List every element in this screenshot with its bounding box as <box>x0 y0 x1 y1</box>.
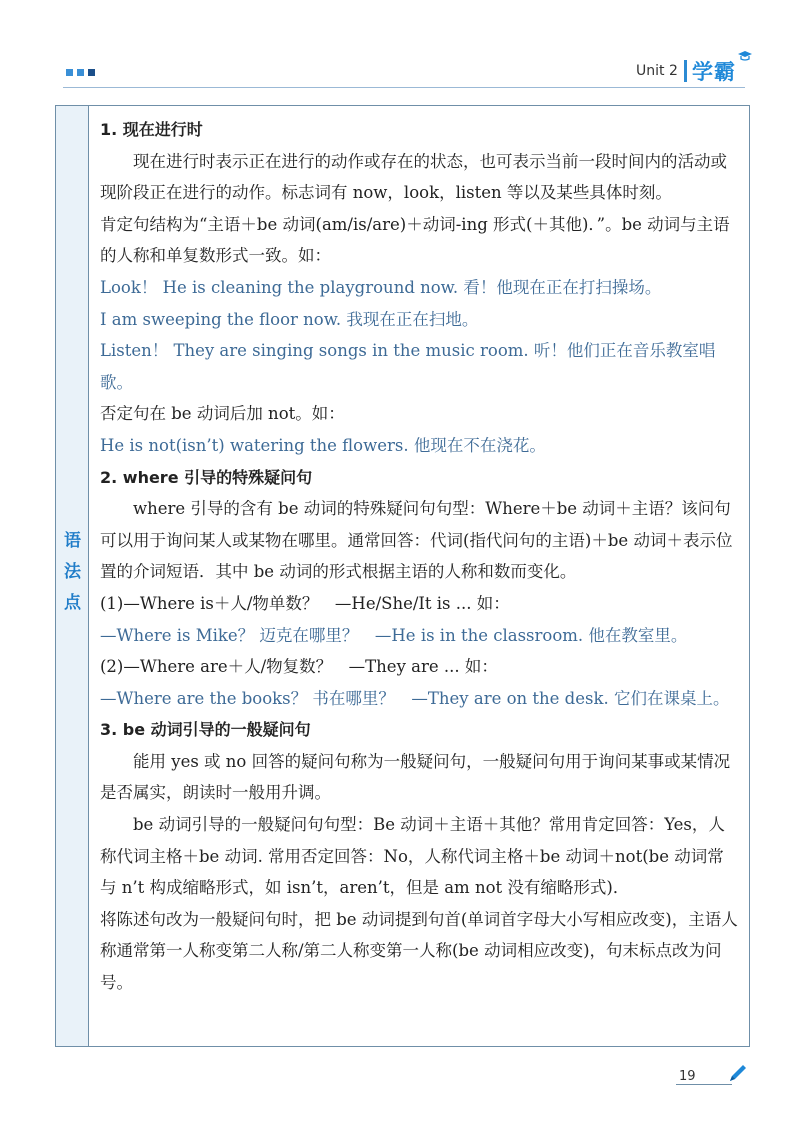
graduation-cap-icon <box>737 50 753 62</box>
section-heading: 1. 现在进行时 <box>100 120 203 139</box>
unit-label: Unit 2 <box>636 63 678 79</box>
paragraph: where 引导的含有 be 动词的特殊疑问句句型：Where＋be 动词＋主语？该问句可以用于询问某人或某物在哪里。通常回答：代词(指代问句的主语)＋be 动词＋表示位置的介词短语．其中 be 动词的形式根据主语的人称和数而变化。 <box>100 499 733 582</box>
example-sentence: Look！ He is cleaning the playground now. 看！他现在正在打扫操场。 <box>100 277 662 297</box>
footer-rule <box>676 1084 732 1085</box>
paragraph: 否定句在 be 动词后加 not。如： <box>100 404 345 424</box>
paragraph: 肯定句结构为“主语＋be 动词(am/is/are)＋动词-ing 形式(＋其他)．”。be 动词与主语的人称和单复数形式一致。如： <box>100 214 730 266</box>
paragraph: 将陈述句改为一般疑问句时，把 be 动词提到句首(单词首字母大小写相应改变)，主语人称通常第一人称变第二人称/第二人称变第一人称(be 动词相应改变)，句末标点改为问号。 <box>100 909 738 993</box>
brand-divider <box>684 60 687 82</box>
sidebar-label: 语法点 <box>64 531 81 613</box>
example-sentence: I am sweeping the floor now. 我现在正在扫地。 <box>100 309 479 329</box>
paragraph: 现在进行时表示正在进行的动作或存在的状态，也可表示当前一段时间内的活动或现阶段正在进行的动作。标志词有 now，look，listen 等以及某些具体时刻。 <box>100 151 727 203</box>
section-heading: 2. where 引导的特殊疑问句 <box>100 467 313 487</box>
example-sentence: He is not(isn’t) watering the flowers. 他现在不在浇花。 <box>100 435 546 455</box>
brand-logo: 学霸 <box>692 60 736 84</box>
page-header <box>0 0 800 95</box>
header-squares-decoration <box>66 69 95 76</box>
paragraph: be 动词引导的一般疑问句句型：Be 动词＋主语＋其他？常用肯定回答：Yes，人称代词主格＋be 动词. 常用否定回答：No，人称代词主格＋be 动词＋not(be 动词常与 n’t 构成缩略形式，如 isn’t，aren’t，但是 am not 没有缩略形式)． <box>100 815 725 898</box>
grammar-sidebar <box>56 106 89 1046</box>
example-sentence: —Where are the books？ 书在哪里？ —They are on the desk. 它们在课桌上。 <box>100 688 730 708</box>
grammar-box <box>55 105 750 1047</box>
header-rule <box>63 87 745 88</box>
paragraph: (1)—Where is＋人/物单数？ —He/She/It is ... 如： <box>100 593 510 613</box>
pen-icon <box>727 1062 749 1084</box>
example-sentence: Listen！ They are singing songs in the music room. 听！他们正在音乐教室唱歌。 <box>100 341 716 392</box>
paragraph: (2)—Where are＋人/物复数？ —They are ... 如： <box>100 657 498 677</box>
section-heading: 3. be 动词引导的一般疑问句 <box>100 720 311 740</box>
paragraph: 能用 yes 或 no 回答的疑问句称为一般疑问句，一般疑问句用于询问某事或某情况是否属实，朗读时一般用升调。 <box>100 751 731 803</box>
example-sentence: —Where is Mike？ 迈克在哪里？ —He is in the classroom. 他在教室里。 <box>100 625 688 645</box>
grammar-content <box>100 114 740 999</box>
page-number: 19 <box>679 1069 696 1084</box>
